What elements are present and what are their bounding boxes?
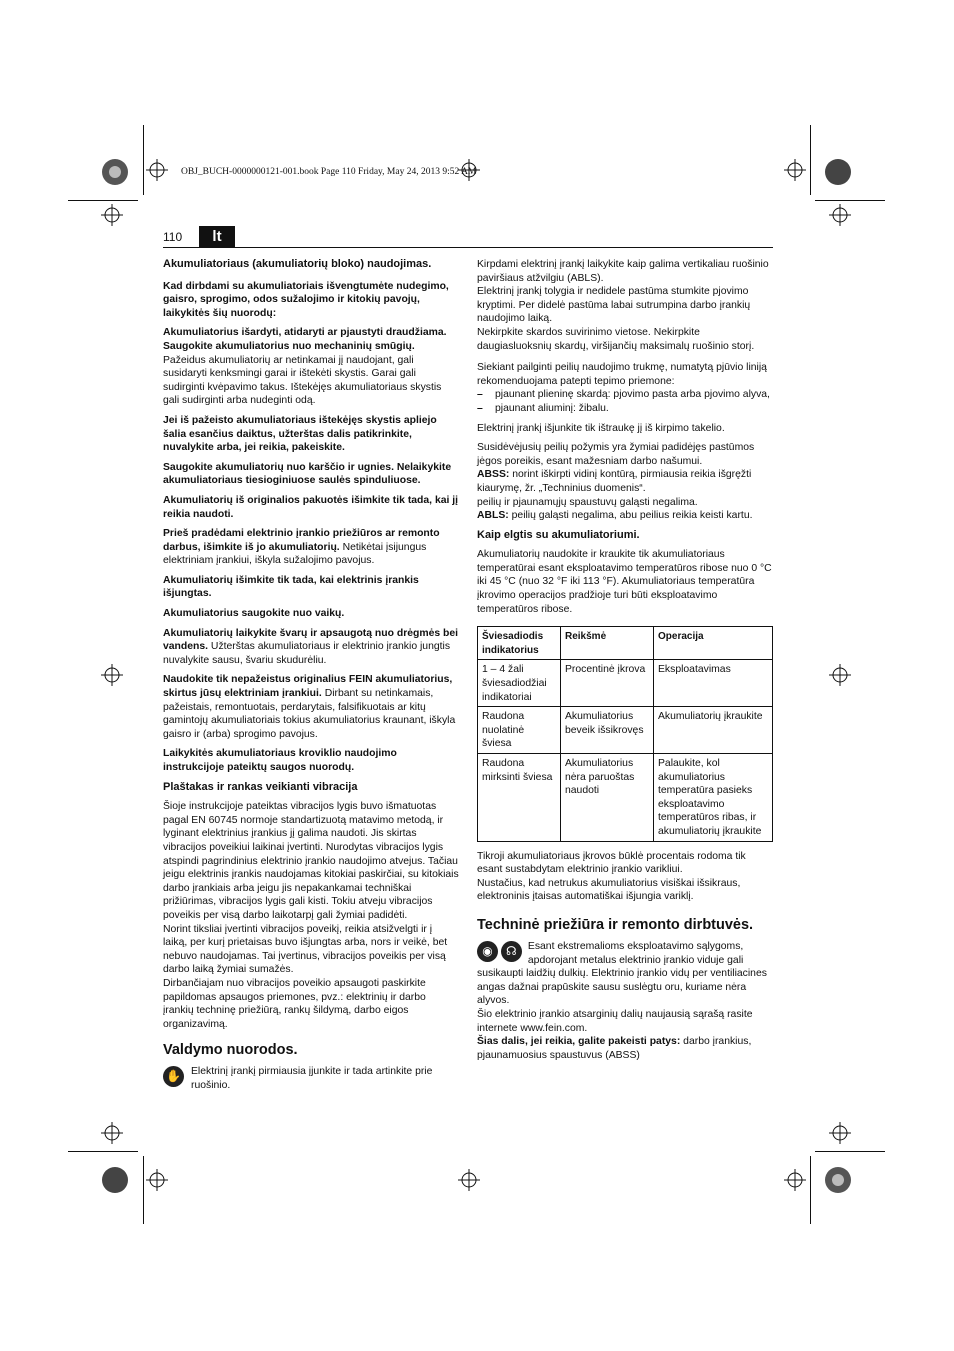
battery-rule-3: Jei iš pažeisto akumuliatoriaus ištekėjęs skystis apliejo šalia esančius daiktus, užterštas dalis patikrinkite, nuvalykite arba, jei reikia, pakeiskite.: [163, 414, 437, 454]
column-header: Reikšmė: [561, 627, 654, 660]
maintenance-text: Esant ekstremalioms eksploatavimo sąlygoms, apdorojant metalus elektrinio įrankio viduje gali susikaupti laidžių dulkių. Elektrinio įrankio vidų per ventiliacines angas dažnai prapūskite sausu suslėgtu oru, kuriame nėra alyvos.: [477, 940, 767, 1007]
section-heading-handling: Kaip elgtis su akumuliatoriumi.: [477, 528, 640, 541]
battery-rule-8: Akumuliatorius saugokite nuo vaikų.: [163, 608, 345, 620]
battery-rule-7: Akumuliatorių išimkite tik tada, kai elektrinis įrankis išjungtas.: [163, 574, 419, 600]
table-cell: Akumuliatorius beveik išsikrovęs: [561, 707, 654, 754]
cutting-text-1: Kirpdami elektrinį įrankį laikykite kaip galima vertikaliau ruošinio paviršiaus atžvilgiu (ABLS).: [477, 259, 769, 284]
operating-instruction: [163, 1065, 459, 1092]
left-column: [163, 258, 459, 1092]
table-row: [478, 754, 773, 842]
operating-text: Elektrinį įrankį pirmiausia įjunkite ir tada artinkite prie ruošinio.: [191, 1066, 433, 1091]
goggles-icon: ◉: [477, 941, 498, 962]
print-slug: OBJ_BUCH-0000000121-001.book Page 110 Friday, May 24, 2013 9:52 AM: [181, 167, 477, 177]
table-cell: Raudona mirksinti šviesa: [478, 754, 561, 842]
column-header: Šviesadiodis indikatorius: [478, 627, 561, 660]
cutting-text-2: Elektrinį įrankį tolygia ir nedidele pastūma stumkite pjovimo kryptimi. Per didelė pastūma labai sutrumpina darbo įrankių naudojimo laiką.: [477, 286, 751, 325]
column-header: Operacija: [654, 627, 773, 660]
battery-rule-6: Prieš pradėdami elektrinio įrankio priežiūros ar remonto darbus, išimkite iš jo akumuliatorių. Netikėtai įsijungus elektriniam įrankiui, iškyla sužalojimo pavojus.: [163, 528, 440, 567]
lubrication-text: Siekiant pailginti peilių naudojimo trukmę, numatytą pjūvio liniją rekomenduojama patepti tepimo priemone:: [477, 362, 767, 387]
maintenance-block: [477, 940, 773, 1008]
section-heading-battery: Akumuliatoriaus (akumuliatorių bloko) naudojimas.: [163, 258, 432, 270]
table-cell: Procentinė įkrova: [561, 660, 654, 707]
dust-mask-icon: ☊: [501, 941, 522, 962]
table-row: [478, 707, 773, 754]
auto-shutoff-text: Nustačius, kad netrukus akumuliatorius visiškai išsikraus, elektroninis įtaisas automatiškai išjungia variklį.: [477, 877, 741, 903]
list-item: – pjaunant plieninę skardą: pjovimo pasta arba pjovimo alyva,: [477, 389, 770, 401]
battery-rule-11: Laikykitės akumuliatoriaus kroviklio naudojimo instrukcijoje pateiktų saugos nuorodų.: [163, 748, 397, 773]
temperature-text: Akumuliatorių naudokite ir kraukite tik akumuliatoriaus temperatūrai esant eksploatavimo temperatūros ribose nuo 0 °C iki 45 °C (nuo 32 °F iki 113 °F). Akumuliatoriaus temperatūra įkrovimo operacijos pradžioje turi būti eksploatavimo temperatūros ribose.: [477, 549, 772, 615]
spare-parts-text: Šio elektrinio įrankio atsarginių dalių naujausią sąrašą rasite internete www.fein.com.: [477, 1008, 753, 1034]
abls-note: ABLS: peilių galąsti negalima, abu peilius reikia keisti kartu.: [477, 510, 753, 522]
table-cell: 1 – 4 žali šviesadiodžiai indikatoriai: [478, 660, 561, 707]
list-item: – pjaunant aliuminį: žibalu.: [477, 402, 609, 414]
sharpening-text: peilių ir pjaunamųjų spaustuvų galąsti negalima.: [477, 496, 698, 508]
table-cell: Raudona nuolatinė šviesa: [478, 707, 561, 754]
section-heading-vibration: Plaštakas ir rankas veikianti vibracija: [163, 780, 358, 793]
battery-rule-4: Saugokite akumuliatorių nuo karščio ir ugnies. Nelaikykite akumuliatoriaus tiesioginiuose saulės spinduliuose.: [163, 461, 452, 487]
table-cell: Palaukite, kol akumuliatorius temperatūra pasieks eksploatavimo temperatūros ribas, ir akumuliatorių įkraukite: [654, 754, 773, 842]
right-column: [477, 258, 773, 1068]
battery-rule-5: Akumuliatorių iš originalios pakuotės išimkite tik tada, kai jį reikia naudoti.: [163, 494, 459, 520]
charge-state-text: Tikroji akumuliatoriaus įkrovos būklė procentais rodoma tik esant sustabdytam elektrinio įrankio varikliui.: [477, 850, 746, 876]
section-heading-operating: Valdymo nuorodos.: [163, 1042, 298, 1059]
table-cell: Eksploatavimas: [654, 660, 773, 707]
battery-rule-9: Akumuliatorių laikykite švarų ir apsaugotą nuo drėgmės bei vandens. Užterštas akumuliatoriaus ir elektrinio įrankio jungtis nuvalykite sausu, švariu skudurėliu.: [163, 627, 459, 666]
section-heading-maintenance: Techninė priežiūra ir remonto dirbtuvės.: [477, 916, 754, 933]
table-header-row: [478, 627, 773, 660]
battery-intro: Kad dirbdami su akumuliatoriais išvengtumėte nudegimo, gaisro, sprogimo, odos sužalojimo ir kitokių pavojų, laikykitės šių nuorodų:: [163, 280, 449, 319]
worn-blades-text: Susidėvėjusių peilių požymis yra žymiai padidėjęs pastūmos jėgos poreikis, esant mažesniam darbo našumui.: [477, 442, 755, 467]
table-cell: Akumuliatorius nėra paruoštas naudoti: [561, 754, 654, 842]
led-table: [477, 626, 773, 841]
table-row: [478, 660, 773, 707]
vibration-text-3: Dirbančiajam nuo vibracijos poveikio apsaugoti paskirkite papildomas apsaugos priemones, pvz.: elektrinių ir darbo įrankių techninę priežiūrą, rankų šildymą, darbo eigos organizavimą.: [163, 977, 426, 1030]
language-tab: lt: [199, 226, 235, 247]
battery-rule-10: Naudokite tik nepažeistus originalius FEIN akumuliatorius, skirtus jūsų elektriniam įrankiui. Dirbant su netinkamais, pažeistais, remontuotais, perdarytais, falsifikuotais ar kitų gamintojų akumuliatoriais tokius akumuliatorius kraunant, iškyla gaisro ir (arba) sprogimo pavojus.: [163, 674, 456, 740]
abss-note: ABSS: norint iškirpti vidinį kontūrą, pirmiausia reikia išgręžti kiaurymę, žr. „Techninius duomenis“.: [477, 469, 752, 494]
vibration-text-2: Norint tiksliai įvertinti vibracijos poveikį, reikia atsižvelgti ir į laiką, per kurį prietaisas buvo išjungtas arba, nors ir veikė, bet nebuvo naudojamas. Tai įvertinus, vibracijos poveikis per visą darbo laiką žymiai sumažės.: [163, 923, 448, 976]
cutting-text-3: Nekirpkite skardos suvirinimo vietose. Nekirpkite daugiasluoksnių skardų, viršijančių maksimalų ruošinio storį.: [477, 326, 755, 352]
switch-off-text: Elektrinį įrankį išjunkite tik ištraukę jį iš kirpimo takelio.: [477, 422, 725, 434]
table-cell: Akumuliatorių įkraukite: [654, 707, 773, 754]
vibration-text-1: Šioje instrukcijoje pateiktas vibracijos lygis buvo išmatuotas pagal EN 60745 normoje standartizuotą matavimo metodą, ir lyginant elektrinius įrankius jį galima naudoti. Jis skirtas vibracijos poveikiui laikinai įvertinti. Nurodytas vibracijos lygis atspindi pagrindinius elektrinio įrankio naudojimo atvejus. Tačiau jeigu elektrinis įrankis naudojamas kitokiai paskirčiai, su kitokiais darbo įrankiais arba jeigu jis nepakankamai techniškai prižiūrimas, vibracijos lygis gali kisti. Tokiu atveju vibracijos poveikis per visą darbo laikotarpį gali žymiai padidėti.: [163, 801, 459, 921]
replaceable-parts-text: Šias dalis, jei reikia, galite pakeisti patys: darbo įrankius, pjaunamuosius spaustuvus (ABSS): [477, 1036, 752, 1061]
page-number: 110: [163, 230, 183, 244]
hand-icon: ✋: [163, 1066, 184, 1087]
header-rule: [163, 247, 773, 248]
battery-rule-2: Akumuliatorius išardyti, atidaryti ar pjaustyti draudžiama. Saugokite akumuliatorius nuo mechaninių smūgių. Pažeidus akumuliatorių ar netinkamai jį naudojant, gali susidaryti kenksmingi garai ir ištekėti skystis. Garai gali sudirginti kvėpavimo takus. Ištekėjęs akumuliatoriaus skystis gali sudirginti arba nudeginti odą.: [163, 327, 447, 407]
